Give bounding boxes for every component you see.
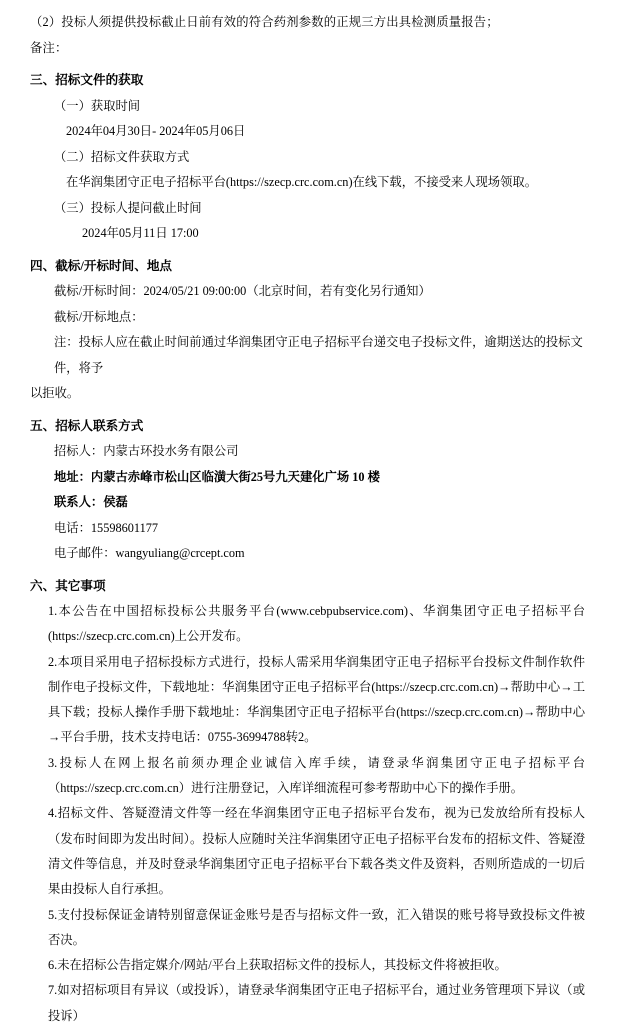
section-6-paragraph-4: 4.招标文件、答疑澄清文件等一经在华润集团守正电子招标平台发布，视为已发放给所有投标人（发布时间即为发出时间）。投标人应随时关注华润集团守正电子招标平台发布的招标文件、答疑澄清文件等信息，并及时登录华润集团守正电子招标平台下载各类文件及资料，否则所造成的一切后果由投标人自行承担。	[48, 806, 585, 897]
section-4-item-4: 以拒收。	[30, 386, 80, 400]
section-6-paragraph-7: 7.如对招标项目有异议（或投诉），请登录华润集团守正电子招标平台，通过业务管理项下异议（或投诉）	[48, 983, 585, 1023]
section-6-paragraph-3: 3.投标人在网上报名前须办理企业诚信入库手续，请登录华润集团守正电子招标平台（https://szecp.crc.com.cn）进行注册登记，入库详细流程可参考帮助中心下的操作手册。	[48, 755, 585, 796]
top-line-2: 备注：	[30, 40, 68, 55]
section-5-item-4: 电话：15598601177	[54, 520, 159, 535]
section-4-item-2: 截标/开标地点：	[54, 309, 144, 324]
section-5-item-3: 联系人：侯磊	[54, 495, 128, 509]
section-heading-5: 五、招标人联系方式	[30, 418, 144, 433]
section-6-paragraph-6: 6.未在招标公告指定媒介/网站/平台上获取招标文件的投标人，其投标文件将被拒收。	[48, 958, 507, 973]
section-heading-3: 三、招标文件的获取	[30, 73, 144, 87]
section-heading-4: 四、截标/开标时间、地点	[30, 258, 173, 273]
section-3-item-4: 在华润集团守正电子招标平台(https://szecp.crc.com.cn)在线下载，不接受来人现场领取。	[66, 175, 537, 189]
section-4-item-3: 注：投标人应在截止时间前通过华润集团守正电子招标平台递交电子投标文件，逾期送达的投标文件，将予	[54, 335, 583, 375]
top-line-1: （2）投标人须提供投标截止日前有效的符合药剂参数的正规三方出具检测质量报告；	[30, 15, 499, 29]
section-5-item-2: 地址：内蒙古赤峰市松山区临潢大街25号九天建化广场 10 楼	[54, 469, 380, 484]
section-heading-6: 六、其它事项	[30, 578, 106, 593]
section-6-paragraph-5: 5.支付投标保证金请特别留意保证金账号是否与招标文件一致，汇入错误的账号将导致投标文件被否决。	[48, 907, 585, 947]
section-5-item-5: 电子邮件：wangyuliang@crcept.com	[54, 546, 245, 560]
section-3-item-1: （一）获取时间	[54, 98, 141, 113]
section-5-item-1: 招标人：内蒙古环投水务有限公司	[54, 444, 239, 458]
section-3-item-5: （三）投标人提问截止时间	[54, 200, 202, 215]
section-4-item-1: 截标/开标时间：2024/05/21 09:00:00（北京时间，若有变化另行通知）	[54, 284, 431, 298]
section-3-item-6: 2024年05月11日 17:00	[82, 226, 199, 240]
section-6-paragraph-1: 1.本公告在中国招标投标公共服务平台(www.cebpubservice.com)、华润集团守正电子招标平台(https://szecp.crc.com.cn)上公开发布。	[48, 604, 585, 644]
section-3-item-2: 2024年04月30日- 2024年05月06日	[66, 124, 246, 138]
section-3-item-3: （二）招标文件获取方式	[54, 149, 190, 164]
section-6-paragraph-2: 2.本项目采用电子招标投标方式进行，投标人需采用华润集团守正电子招标平台投标文件制作软件制作电子投标文件，下载地址：华润集团守正电子招标平台(https://szecp.crc.com.cn)→帮助中心→工具下载；投标人操作手册下载地址：华润集团守正电子招标平台(https://szecp.crc.com.cn)→帮助中心→平台手册，技术支持电话：0755-36994788转2。	[48, 654, 585, 745]
